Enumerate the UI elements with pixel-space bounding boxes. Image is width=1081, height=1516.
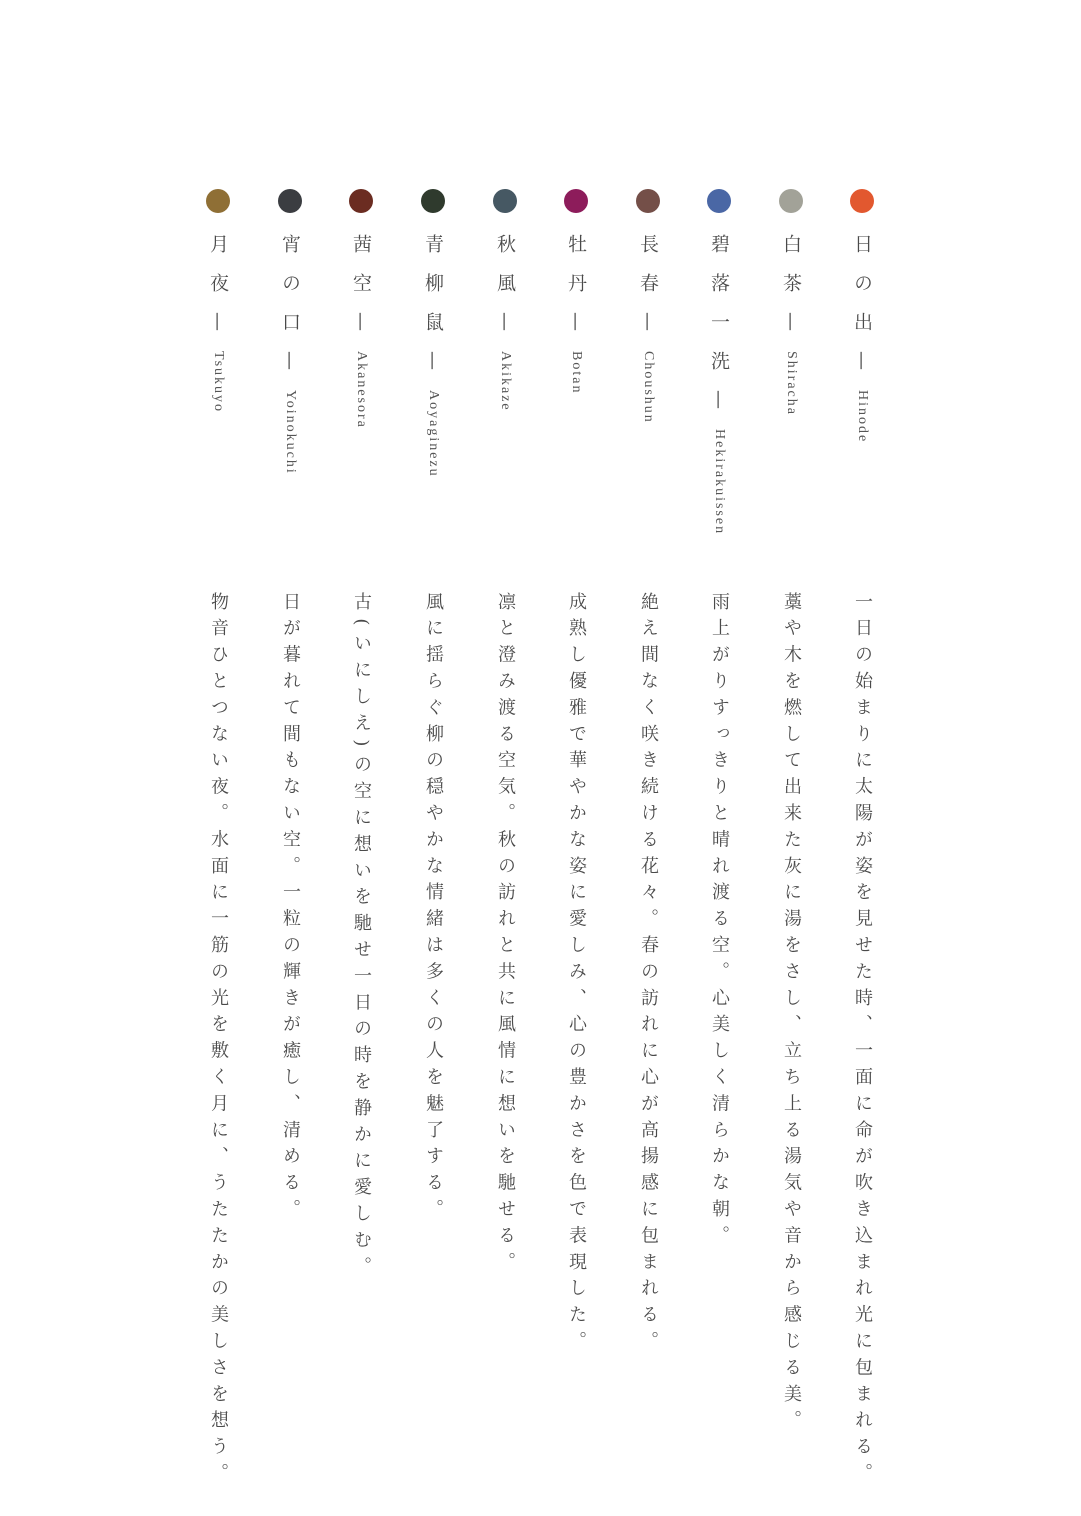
color-description: 日が暮れて間もない空。一粒の輝きが癒し、清める。	[280, 592, 301, 1226]
color-entry-botan	[556, 186, 596, 1366]
color-romaji: Choushun	[641, 351, 656, 424]
color-title	[628, 234, 668, 424]
color-kanji: 茜空	[350, 234, 372, 312]
color-entry-aoyaginezu	[413, 186, 453, 1366]
color-title	[198, 234, 238, 413]
color-entry-tsukuyo	[198, 186, 238, 1490]
color-kanji: 秋風	[494, 234, 516, 312]
color-description: 絶え間なく咲き続ける花々。春の訪れに心が高揚感に包まれる。	[638, 592, 659, 1358]
color-title	[270, 234, 310, 475]
title-dash: —	[637, 312, 659, 351]
title-dash: —	[565, 312, 587, 351]
color-romaji: Shiracha	[784, 351, 799, 416]
color-entry-hekirakuissen	[699, 186, 739, 1366]
color-title	[341, 234, 381, 429]
color-kanji: 月夜	[207, 234, 229, 312]
color-kanji: 白茶	[780, 234, 802, 312]
color-swatch	[850, 189, 874, 213]
color-description: 成熟し優雅で華やかな姿に愛しみ、心の豊かさを色で表現した。	[566, 592, 587, 1358]
color-romaji: Hekirakuissen	[712, 429, 727, 536]
color-swatch	[779, 189, 803, 213]
color-romaji: Tsukuyo	[211, 351, 226, 414]
title-dash: —	[350, 312, 372, 351]
color-swatch	[707, 189, 731, 213]
color-title	[771, 234, 811, 416]
title-dash: —	[279, 351, 301, 390]
color-kanji: 宵の口	[279, 234, 301, 351]
color-swatch	[206, 189, 230, 213]
color-romaji: Botan	[569, 351, 584, 395]
color-entry-hinode	[842, 186, 882, 1490]
color-swatch	[636, 189, 660, 213]
color-description: 藁や木を燃して出来た灰に湯をさし、立ち上る湯気や音から感じる美。	[781, 592, 802, 1437]
color-entry-yoinokuchi	[270, 186, 310, 1366]
color-title	[485, 234, 525, 412]
color-romaji: Yoinokuchi	[283, 390, 298, 475]
color-swatch	[421, 189, 445, 213]
color-romaji: Aoyaginezu	[426, 390, 441, 478]
color-title	[699, 234, 739, 535]
color-title	[556, 234, 596, 394]
color-entry-akanesora	[341, 186, 381, 1366]
color-entry-shiracha	[771, 186, 811, 1437]
color-kanji: 碧落一洗	[708, 234, 730, 390]
color-romaji: Akikaze	[498, 351, 513, 412]
color-description: 凛と澄み渡る空気。秋の訪れと共に風情に想いを馳せる。	[495, 592, 516, 1279]
color-description: 古(いにしえ)の空に想いを馳せ一日の時を静かに愛しむ。	[351, 592, 372, 1283]
color-swatch	[564, 189, 588, 213]
color-description: 雨上がりすっきりと晴れ渡る空。心美しく清らかな朝。	[709, 592, 730, 1252]
color-title	[842, 234, 882, 443]
color-romaji: Hinode	[855, 390, 870, 444]
title-dash: —	[708, 390, 730, 429]
title-dash: —	[207, 312, 229, 351]
color-swatch	[493, 189, 517, 213]
color-kanji: 日の出	[851, 234, 873, 351]
color-entry-choushun	[628, 186, 668, 1366]
color-description: 風に揺らぐ柳の穏やかな情緒は多くの人を魅了する。	[423, 592, 444, 1226]
title-dash: —	[780, 312, 802, 351]
title-dash: —	[422, 351, 444, 390]
color-entry-akikaze	[485, 186, 525, 1366]
color-romaji: Akanesora	[354, 351, 369, 429]
color-kanji: 青柳鼠	[422, 234, 444, 351]
color-description: 一日の始まりに太陽が姿を見せた時、一面に命が吹き込まれ光に包まれる。	[852, 592, 873, 1490]
color-description: 物音ひとつない夜。水面に一筋の光を敷く月に、うたたかの美しさを想う。	[208, 592, 229, 1490]
title-dash: —	[494, 312, 516, 351]
color-kanji: 長春	[637, 234, 659, 312]
color-kanji: 牡丹	[565, 234, 587, 312]
color-title	[413, 234, 453, 478]
color-swatch	[278, 189, 302, 213]
color-swatch	[349, 189, 373, 213]
title-dash: —	[851, 351, 873, 390]
